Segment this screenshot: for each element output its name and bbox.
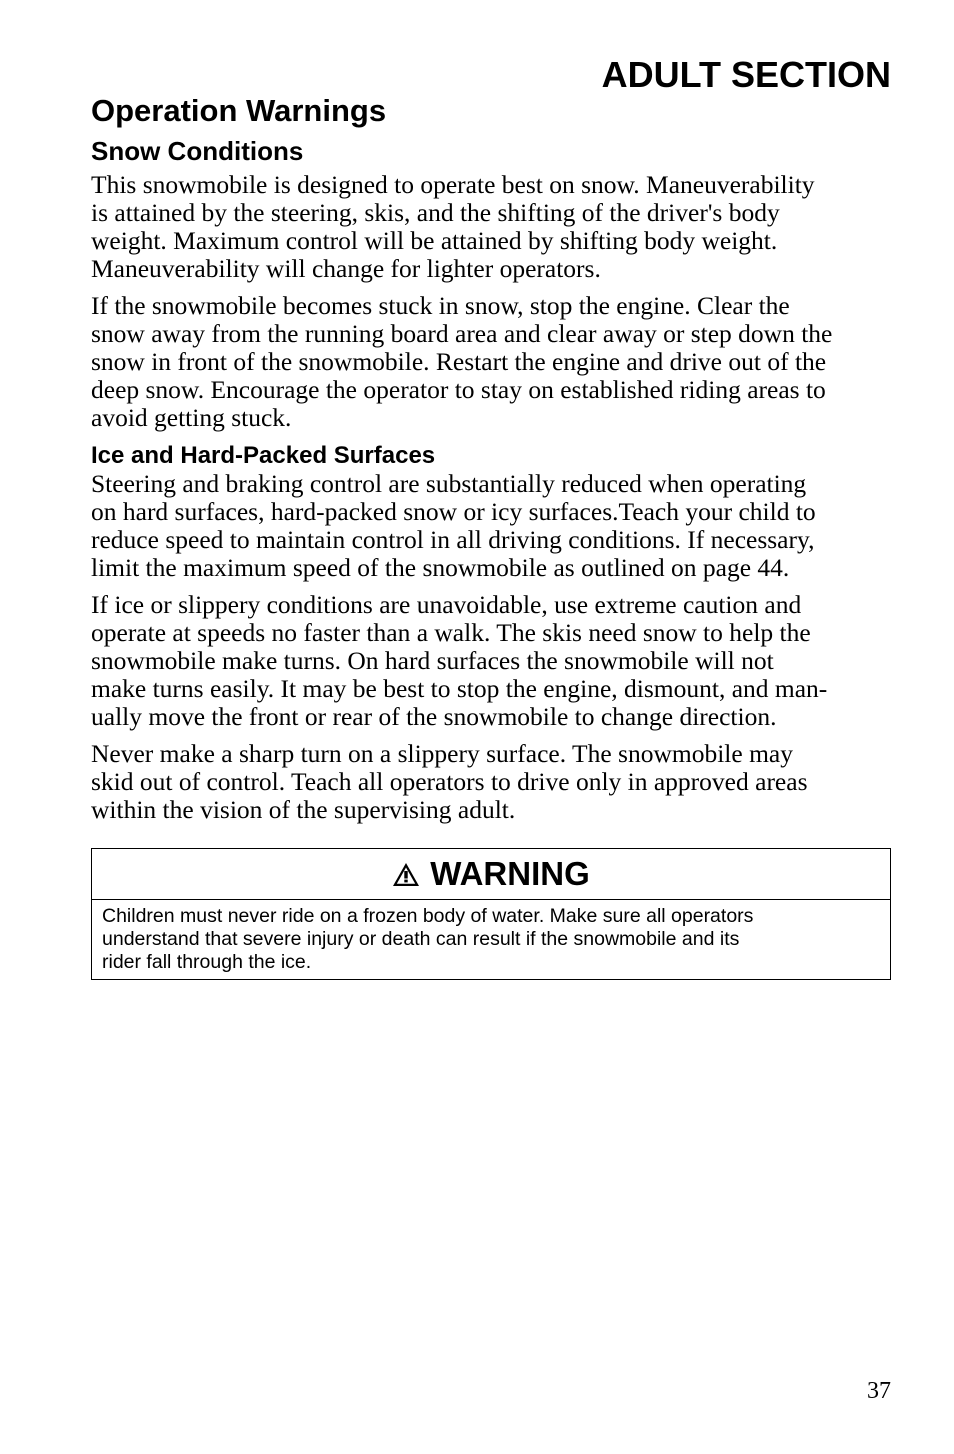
text-line: on hard surfaces, hard-packed snow or icy surfaces.Teach your child to [91,497,816,526]
text-line: limit the maximum speed of the snowmobile as outlined on page 44. [91,553,790,582]
text-line: operate at speeds no faster than a walk. The skis need snow to help the [91,618,811,647]
section-title: ADULT SECTION [601,54,891,95]
ice-paragraph-3 [91,740,891,824]
text-line: avoid getting stuck. [91,403,292,432]
warning-header [92,849,890,900]
ice-paragraph-1 [91,470,891,582]
warning-message [92,900,890,974]
text-line: reduce speed to maintain control in all driving conditions. If necessary, [91,525,815,554]
ice-paragraph-2 [91,591,891,731]
text-line: weight. Maximum control will be attained by shifting body weight. [91,226,778,255]
text-line: This snowmobile is designed to operate best on snow. Maneuverability [91,170,815,199]
text-line: snow away from the running board area and clear away or step down the [91,319,833,348]
warning-box [91,848,891,980]
text-line: snow in front of the snowmobile. Restart the engine and drive out of the [91,347,827,376]
page-title: Operation Warnings [91,93,387,128]
text-line: snowmobile make turns. On hard surfaces the snowmobile will not [91,646,774,675]
main-content [91,92,891,833]
text-line: rider fall through the ice. [102,951,312,973]
text-line: If ice or slippery conditions are unavoidable, use extreme caution and [91,590,802,619]
ice-surfaces-heading: Ice and Hard-Packed Surfaces [91,442,436,469]
text-line: Maneuverability will change for lighter operators. [91,254,601,283]
page-number: 37 [867,1378,891,1404]
text-line: If the snowmobile becomes stuck in snow, stop the engine. Clear the [91,291,790,320]
text-line: Steering and braking control are substantially reduced when operating [91,469,807,498]
text-line: understand that severe injury or death can result if the snowmobile and its [102,928,740,950]
snow-paragraph-1 [91,171,891,283]
snow-conditions-heading: Snow Conditions [91,136,304,166]
text-line: skid out of control. Teach all operators to drive only in approved areas [91,767,808,796]
text-line: deep snow. Encourage the operator to stay on established riding areas to [91,375,826,404]
text-line: ually move the front or rear of the snowmobile to change direction. [91,702,777,731]
text-line: make turns easily. It may be best to stop the engine, dismount, and man- [91,674,828,703]
snow-paragraph-2 [91,292,891,432]
text-line: Children must never ride on a frozen body of water. Make sure all operators [102,905,754,927]
text-line: Never make a sharp turn on a slippery surface. The snowmobile may [91,739,793,768]
text-line: is attained by the steering, skis, and the shifting of the driver's body [91,198,780,227]
warning-triangle-icon [392,862,420,887]
text-line: within the vision of the supervising adult. [91,795,516,824]
warning-label: WARNING [430,855,590,892]
